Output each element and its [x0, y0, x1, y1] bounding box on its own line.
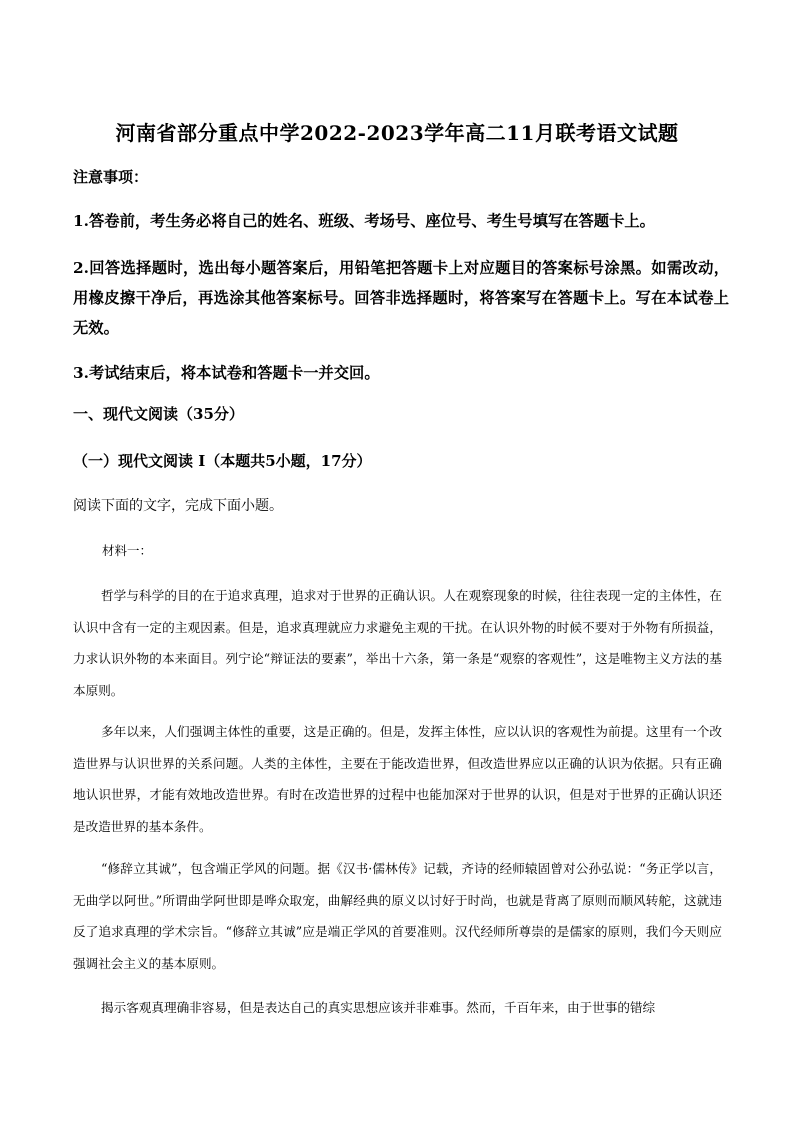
- passage-paragraph: 多年以来，人们强调主体性的重要，这是正确的。但是，发挥主体性，应以认识的客观性为前提。这里有一个改造世界与认识世界的关系问题。人类的主体性，主要在于能改造世界，但改造世界应以正确的认识为依据。只有正确地认识世界，才能有效地改造世界。有时在改造世界的过程中也能加深对于世界的认识，但是对于世界的正确认识还是改造世界的基本条件。: [73, 724, 722, 834]
- passage-paragraph: “修辞立其诚”，包含端正学风的问题。据《汉书·儒林传》记载，齐诗的经师辕固曾对公孙弘说：“务正学以言，无曲学以阿世。”所谓曲学阿世即是哗众取宠，曲解经典的原义以讨好于时尚，也就是背离了原则而顺风转舵，这就违反了追求真理的学术宗旨。“修辞立其诚”应是端正学风的首要准则。汉代经师所尊崇的是儒家的原则，我们今天则应强调社会主义的基本原则。: [73, 861, 722, 971]
- passage-paragraph: 揭示客观真理确非容易，但是表达自己的真实思想应该并非难事。然而，千百年来，由于世事的错综: [101, 1000, 656, 1015]
- material-label: 材料一：: [102, 543, 153, 558]
- notice-item-3: 3.考试结束后，将本试卷和答题卡一并交回。: [73, 364, 380, 382]
- section-heading: 一、现代文阅读（35分）: [73, 405, 244, 423]
- notice-item-1: 1.答卷前，考生务必将自己的姓名、班级、考场号、座位号、考生号填写在答题卡上。: [73, 212, 655, 230]
- notice-item-2: 2.回答选择题时，选出每小题答案后，用铅笔把答题卡上对应题目的答案标号涂黑。如需改动，用橡皮擦干净后，再选涂其他答案标号。回答非选择题时，将答案写在答题卡上。写在本试卷上无效。: [73, 259, 729, 337]
- notice-heading: 注意事项：: [73, 168, 149, 186]
- subsection-heading: （一）现代文阅读 I（本题共5小题，17分）: [73, 452, 372, 470]
- reading-instruction: 阅读下面的文字，完成下面小题。: [73, 498, 283, 514]
- page-title: 河南省部分重点中学2022-2023学年高二11月联考语文试题: [115, 121, 679, 145]
- passage-paragraph: 哲学与科学的目的在于追求真理，追求对于世界的正确认识。人在观察现象的时候，往往表现一定的主体性，在认识中含有一定的主观因素。但是，追求真理就应力求避免主观的干扰。在认识外物的时候不要对于外物有所损益，力求认识外物的本来面目。列宁论“辩证法的要素”，举出十六条，第一条是“观察的客观性”，这是唯物主义方法的基本原则。: [73, 588, 722, 698]
